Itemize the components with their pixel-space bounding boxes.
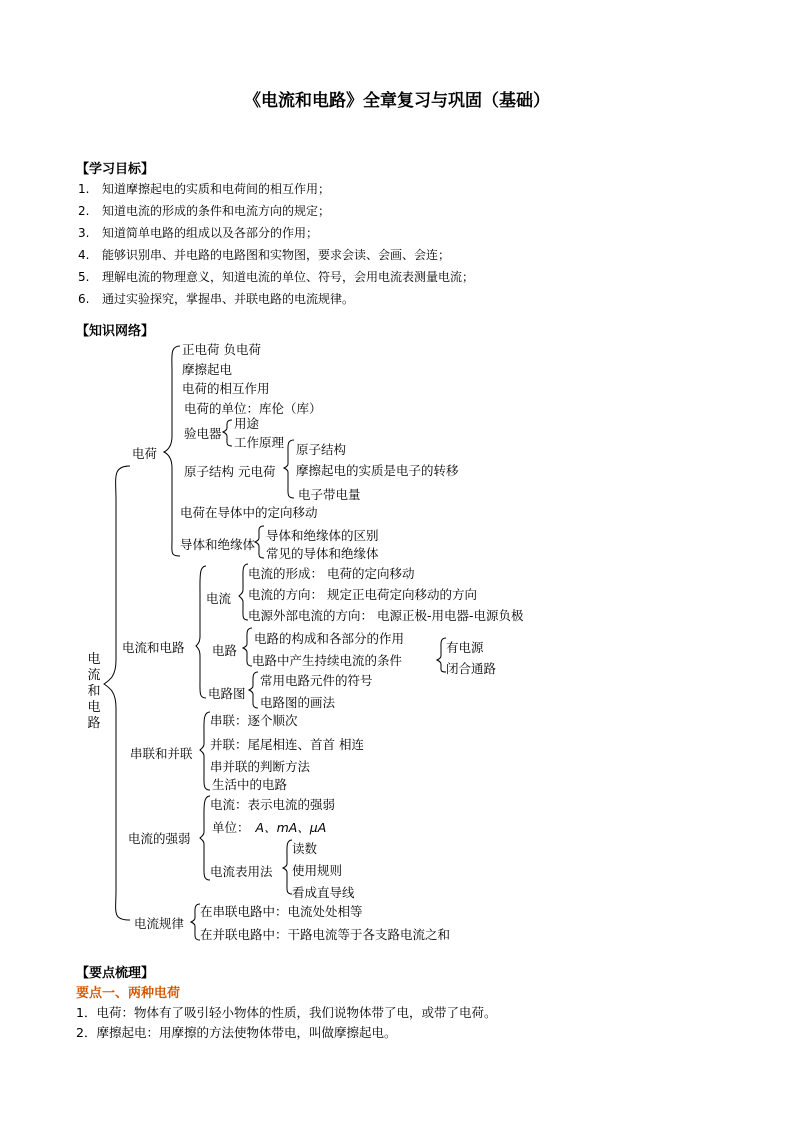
charge-item: 电荷的相互作用 [182, 381, 270, 396]
unit-symbols: A、mA、μA [255, 820, 327, 835]
keypoint-paragraph: 2．摩擦起电：用摩擦的方法使物体带电，叫做摩擦起电。 [76, 1025, 397, 1040]
goal-item: 5. 理解电流的物理意义，知道电流的单位、符号，会用电流表测量电流； [78, 270, 475, 284]
branch-circuit: 电流和电路 [122, 640, 185, 655]
condition-item: 有电源 [446, 640, 484, 655]
strength-item: 电流表用法 [210, 864, 273, 879]
ammeter-item: 读数 [292, 841, 318, 856]
goal-item: 2. 知道电流的形成的条件和电流方向的规定； [78, 204, 331, 218]
series-item: 并联：尾尾相连、首首 相连 [210, 737, 364, 752]
atom-item: 摩擦起电的实质是电子的转移 [296, 463, 459, 478]
charge-item: 原子结构 元电荷 [184, 464, 276, 479]
circuit-diagram: 电路图 [208, 686, 246, 701]
charge-item: 电荷的单位：库伦（库） [184, 401, 322, 416]
charge-item: 摩擦起电 [182, 362, 233, 377]
mindmap-root: 电流和电路 [87, 652, 101, 731]
branch-charge: 电荷 [132, 446, 158, 461]
atom-item: 原子结构 [296, 442, 347, 457]
charge-item: 正电荷 负电荷 [182, 342, 261, 357]
charge-item: 验电器 [184, 426, 222, 441]
series-item: 生活中的电路 [212, 777, 288, 792]
series-item: 串联：逐个顺次 [210, 713, 298, 728]
current-item: 电流的方向： 规定正电荷定向移动的方向 [248, 587, 477, 602]
goal-item: 1. 知道摩擦起电的实质和电荷间的相互作用； [78, 182, 331, 196]
atom-item: 电子带电量 [298, 487, 361, 502]
charge-item: 电荷在导体中的定向移动 [180, 505, 318, 520]
keypoints-heading: 【要点梳理】 [76, 966, 155, 981]
strength-item: 单位： A、mA、μA [212, 820, 327, 835]
current-item: 电源外部电流的方向： 电源正极-用电器-电源负极 [248, 608, 524, 623]
diagram-item: 常用电路元件的符号 [260, 673, 373, 688]
ammeter-item: 使用规则 [292, 863, 343, 878]
circuit-current: 电流 [206, 591, 232, 606]
law-item: 在并联电路中：干路电流等于各支路电流之和 [200, 927, 451, 942]
ammeter-item: 看成直导线 [292, 885, 355, 900]
conductor-item: 导体和绝缘体的区别 [266, 528, 379, 543]
goals-heading: 【学习目标】 [76, 162, 155, 177]
goal-item: 3. 知道简单电路的组成以及各部分的作用； [78, 226, 319, 240]
branch-strength: 电流的强弱 [128, 831, 191, 846]
branch-law: 电流规律 [134, 916, 185, 931]
keypoint-paragraph: 1．电荷：物体有了吸引轻小物体的性质，我们说物体带了电，或带了电荷。 [76, 1005, 497, 1020]
charge-item: 导体和绝缘体 [180, 537, 256, 552]
conductor-item: 常见的导体和绝缘体 [266, 546, 379, 561]
strength-item: 电流：表示电流的强弱 [210, 797, 336, 812]
electroscope-item: 用途 [234, 416, 260, 431]
condition-item: 闭合通路 [446, 661, 497, 676]
law-item: 在串联电路中：电流处处相等 [200, 904, 363, 919]
current-item: 电流的形成： 电荷的定向移动 [248, 566, 415, 581]
series-item: 串并联的判断方法 [210, 759, 311, 774]
path-item: 电路中产生持续电流的条件 [252, 653, 403, 668]
page-title: 《电流和电路》全章复习与巩固（基础） [244, 91, 550, 111]
keypoint-title: 要点一、两种电荷 [76, 986, 181, 1001]
goal-item: 4. 能够识别串、并电路的电路图和实物图，要求会读、会画、会连； [78, 248, 451, 262]
electroscope-item: 工作原理 [234, 435, 285, 450]
circuit-path: 电路 [212, 643, 238, 658]
diagram-item: 电路图的画法 [260, 695, 336, 710]
network-heading: 【知识网络】 [76, 324, 155, 339]
branch-series: 串联和并联 [130, 746, 193, 761]
path-item: 电路的构成和各部分的作用 [254, 631, 405, 646]
goal-item: 6. 通过实验探究，掌握串、并联电路的电流规律。 [78, 292, 355, 306]
